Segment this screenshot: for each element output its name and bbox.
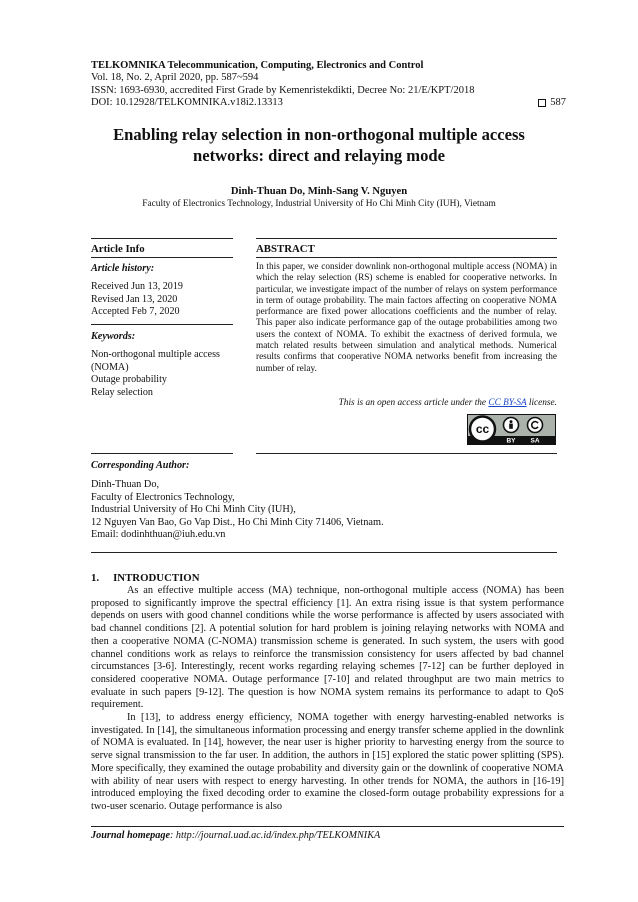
received-date: Received Jun 13, 2019 — [91, 281, 183, 292]
corresponding-rule-right — [256, 453, 557, 454]
cc-badge-graphic — [468, 415, 555, 444]
keyword: (NOMA) — [91, 361, 129, 373]
introduction-body — [91, 585, 564, 814]
cc-by-sa-badge[interactable] — [467, 414, 556, 445]
corresponding-email: Email: dodinhthuan@iuh.edu.vn — [91, 529, 226, 541]
keywords-heading: Keywords: — [91, 331, 136, 342]
authors: Dinh-Thuan Do, Minh-Sang V. Nguyen — [230, 186, 408, 197]
corresponding-rule-left — [91, 453, 233, 454]
journal-header — [91, 60, 566, 110]
corresponding-heading: Corresponding Author: — [91, 460, 190, 471]
page-number: 587 — [550, 97, 566, 109]
badge-by-label: BY — [506, 437, 516, 444]
affiliation: Faculty of Electronics Technology, Industrial University of Ho Chi Minh City (IUH), Vietnam — [142, 199, 496, 209]
cc-icon-text: cc — [475, 422, 490, 436]
keywords-list — [91, 349, 233, 399]
section-title: INTRODUCTION — [113, 572, 200, 584]
homepage-label: Journal homepage — [91, 830, 170, 841]
article-info-top-rule — [91, 238, 233, 239]
corresponding-line: Industrial University of Ho Chi Minh City (IUH), — [91, 504, 296, 516]
journal-doi: DOI: 10.12928/TELKOMNIKA.v18i2.13313 — [91, 97, 283, 109]
introduction-heading — [91, 572, 200, 584]
license-link[interactable]: CC BY-SA — [488, 398, 527, 408]
page-number-group — [538, 97, 566, 109]
license-statement — [256, 398, 557, 408]
abstract-top-rule — [256, 238, 557, 239]
sa-share-icon — [528, 418, 543, 433]
license-prefix: This is an open access article under the — [338, 398, 489, 408]
accepted-date: Accepted Feb 7, 2020 — [91, 306, 180, 318]
paper-title — [60, 124, 578, 166]
section-number: 1. — [91, 572, 100, 584]
keyword: Non-orthogonal multiple access — [91, 349, 220, 360]
intro-paragraph-1: As an effective multiple access (MA) technique, non-orthogonal multiple access (NOMA) has been proposed to significantly improve the spectral efficiency [1]. An extra rising issue is that system performance depends on users with good channel conditions while the worse performance is affected by users associated with bad channel conditions [2]. A potential solution for hard problem is joining relaying networks with NOMA and then a cooperative NOMA (C-NOMA) transmission scheme is generated. In such system, the users with good channel conditions work as relays to reinforce the transmission consistency for users affected by bad channel circumstances [3-6]. Interestingly, recent works regarding relaying schemes [7-12] can be further deployed in considered cooperative NOMA. Outage performance [7-10] and related throughput are two main metrics to evaluate in such papers [9-12]. The question is how NOMA system remains its performance to adapt to QoS requirement. — [91, 585, 564, 711]
badge-sa-label: SA — [530, 437, 540, 444]
abstract-heading: ABSTRACT — [256, 243, 315, 255]
keyword: Relay selection — [91, 386, 153, 398]
journal-homepage — [91, 830, 380, 841]
corresponding-line: Faculty of Electronics Technology, — [91, 491, 235, 503]
history-heading: Article history: — [91, 263, 155, 274]
footer-rule — [91, 826, 564, 827]
history-rule — [91, 324, 233, 325]
paper-title-line-1: Enabling relay selection in non-orthogonal multiple access — [113, 125, 525, 144]
corresponding-line: Dinh-Thuan Do, — [91, 479, 160, 490]
homepage-url[interactable]: : http://journal.uad.ac.id/index.php/TELKOMNIKA — [169, 830, 381, 841]
corresponding-line: 12 Nguyen Van Bao, Go Vap Dist., Ho Chi Minh City 71406, Vietnam. — [91, 516, 384, 528]
keyword: Outage probability — [91, 374, 167, 386]
paper-title-line-2: networks: direct and relaying mode — [193, 146, 445, 165]
journal-issn: ISSN: 1693-6930, accredited First Grade by Kemenristekdikti, Decree No: 21/E/KPT/2018 — [91, 84, 475, 96]
front-matter-bottom-rule — [91, 552, 557, 553]
journal-volume: Vol. 18, No. 2, April 2020, pp. 587~594 — [91, 72, 259, 84]
journal-title: TELKOMNIKA Telecommunication, Computing, Electronics and Control — [91, 60, 424, 71]
article-info-rule — [91, 257, 233, 258]
by-person-head — [510, 420, 513, 423]
intro-paragraph-2: In [13], to address energy efficiency, NOMA together with energy harvesting-enabled networks is investigated. In [14], the simultaneous information processing and energy transfer scheme applied in the downlink of NOMA is evaluated. In [14], however, the near user is higher priority to harvesting energy from the source to serve signal transmission to the far user. In addition, the authors in [15] explored the static power splitting (SPS). More specifically, they examined the outage probability and diversity gain or the downlink of cooperative NOMA with ability of near users with respect to energy harvesting. In other trends for NOMA, the authors in [16-19] introduced employing the fixed decoding order to examine the closed-form outage probability expressions for a two-user scenario. Outage performance is also — [91, 712, 564, 812]
corresponding-details — [91, 479, 551, 542]
revised-date: Revised Jan 13, 2020 — [91, 293, 178, 305]
square-bullet-icon — [538, 99, 546, 107]
by-person-body — [509, 424, 513, 429]
history-list — [91, 281, 233, 319]
abstract-rule — [256, 257, 557, 258]
article-info-heading: Article Info — [91, 243, 145, 255]
license-suffix: license. — [526, 398, 557, 408]
abstract-text: In this paper, we consider downlink non-orthogonal multiple access (NOMA) in which the relay selection (RS) scheme is enabled for cooperative networks. In particular, we investigate impact of the number of relays on system performance in term of outage probability. The main factors affecting on cooperative NOMA performance are fixed power allocations coefficients and the number of relay. This paper also indicate performance gap of the outage probabilities among two users the context of NOMA. To exhibit the exactness of derived formula, we match related results between simulation and analytical methods. Numerical results confirms that cooperative NOMA networks benefit from increasing the number of relay. — [256, 262, 557, 374]
